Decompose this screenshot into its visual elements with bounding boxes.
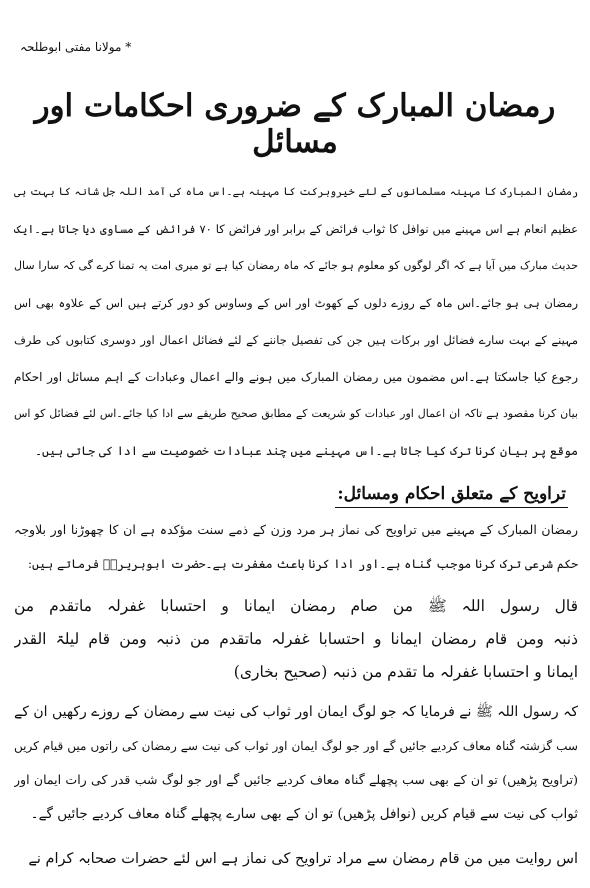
paragraph-line: (تراویح پڑھیں) تو ان کے بھی سب پچھلے گناہ معاف کردیے جائیں گے اور جو لوگ شب قدر کی رات ایمان اور — [14, 772, 578, 787]
paragraph-line: حکم شرعی ترک کرنا موجب گناہ ہے۔اور ادا کرنا باعث مغفرت ہے۔حضرت ابوہریرہؓ فرماتے ہیں: — [28, 557, 578, 571]
paragraph-line: مہینے کے بہت سارے فضائل اور برکات ہیں جن کی تفصیل جاننے کے لئے فضائل اعمال اور دوسری کتابوں کی طرف — [14, 333, 578, 347]
article-title: رمضان المبارک کے ضروری احکامات اور مسائل — [34, 88, 556, 160]
paragraph-line: موقع پر بیان کرنا ترک کیا جاتا ہے۔اس مہینے میں چند عبادات خصوصیت سے ادا کی جاتی ہیں۔ — [35, 444, 578, 458]
paragraph-line: ثواب کی نیت سے قیام کریں (نوافل پڑھیں) تو ان کے بھی سارے پچھلے گناہ معاف کردیے جائیں گے۔ — [30, 806, 578, 822]
paragraph-line: سب گزشتہ گناہ معاف کردیے جائیں گے اور جو لوگ ایمان اور ثواب کی نیت سے رمضان کی راتوں میں قیام کریں — [14, 739, 578, 753]
paragraph-line: رمضان المبارک کا مہینہ مسلمانوں کے لئے خیروبرکت کا مہینہ ہے۔اس ماہ کی آمد اللہ جل شانہ کا بہت ہی — [14, 186, 578, 198]
hadith-line: ایمانا و احتسابا غفرلہ ما تقدم من ذنبہ (صحیح بخاری) — [233, 663, 578, 681]
section-heading: تراویح کے متعلق احکام ومسائل: — [335, 482, 568, 508]
paragraph-line: عظیم انعام ہے اس مہینے میں نوافل کا ثواب فرائض کے برابر اور فرائض کا ۷۰ فرائض کے مساوی دیا جاتا ہے۔ایک — [14, 222, 578, 236]
paragraph-line: رمضان المبارک کے مہینے میں تراویح کی نماز ہر مرد وزن کے ذمے سنت مؤکدہ ہے ان کا چھوڑنا اور بلاوجہ — [14, 522, 578, 537]
hadith-line: ذنبہ ومن قام رمضان ایمانا و احتسابا غفرلہ ماتقدم من ذنبہ ومن قام لیلۃ القدر — [14, 630, 578, 648]
author-name: * مولانا مفتی ابوطلحہ — [20, 40, 132, 54]
paragraph-line: اس روایت میں من قام رمضان سے مراد تراویح کی نماز ہے اس لئے حضرات صحابہ کرام نے — [28, 851, 578, 867]
hadith-line: قال رسول اللہ ﷺ من صام رمضان ایمانا و احتسابا غفرلہ ماتقدم من — [14, 597, 578, 615]
paragraph-line: کہ رسول اللہ ﷺ نے فرمایا کہ جو لوگ ایمان اور ثواب کی نیت سے رمضان کے روزے رکھیں ان کے — [14, 704, 578, 720]
paragraph-line: رمضان ہی ہو جائے۔اس ماہ کے روزے دلوں کے کھوٹ اور اس کے وساوس کو دور کرتے ہیں اس کے علاوہ بھی اس — [14, 296, 578, 310]
paragraph-line: رجوع کیا جاسکتا ہے۔اس مضمون میں رمضان المبارک میں ہونے والے اعمال وعبادات کے اہم مسائل اور احکام — [14, 370, 578, 384]
paragraph-line: حدیث مبارک میں آیا ہے کہ اگر لوگوں کو معلوم ہو جائے کہ ماہ رمضان کیا ہے تو میری امت یہ تمنا کرے گی کہ سارا سال — [14, 259, 578, 272]
paragraph-line: بیان کرنا مقصود ہے تاکہ ان اعمال اور عبادات کو شریعت کے مطابق صحیح طریقے سے ادا کیا جائے۔اس لئے فضائل کو اس — [14, 407, 578, 420]
